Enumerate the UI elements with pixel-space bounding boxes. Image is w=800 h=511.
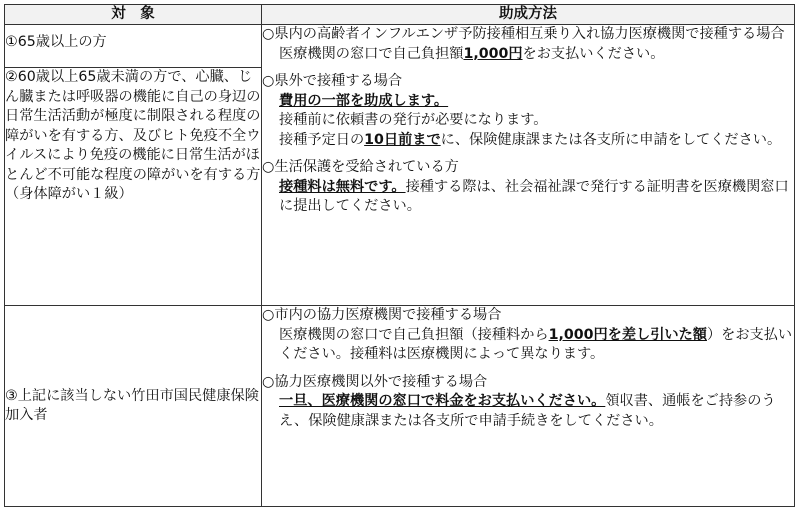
method-entry-in-prefecture [262, 25, 794, 64]
header-method: 助成方法 [262, 5, 795, 25]
entry-body: 接種予定日の10日前までに、保険健康課または各支所に申請をしてください。 [279, 131, 782, 148]
free-note: 接種料は無料です。 [279, 178, 406, 195]
deduction-amount: 1,000円を差し引いた額 [548, 326, 707, 343]
table-header-row [5, 5, 795, 25]
entry-heading: ○県外で接種する場合 [262, 73, 403, 89]
entry-body: 医療機関の窓口で自己負担額1,000円をお支払いください。 [279, 45, 665, 62]
deadline-days: 10日前まで [364, 131, 441, 148]
method-entry-welfare [262, 158, 794, 217]
entry-body: 接種料は無料です。接種する際は、社会福祉課で発行する証明書を医療機関窓口に提出してください。 [279, 178, 789, 214]
table-row-age65 [5, 25, 795, 68]
copay-amount: 1,000円 [463, 45, 523, 62]
method-cell-2 [262, 306, 795, 507]
target-age65: ①65歳以上の方 [5, 25, 262, 68]
entry-body: 一旦、医療機関の窓口で料金をお支払いください。領収書、通帳をご持参のうえ、保険健康課または各支所で申請手続きをしてください。 [279, 393, 776, 429]
entry-heading: ○県内の高齢者インフルエンザ予防接種相互乗り入れ協力医療機関で接種する場合 [262, 26, 785, 42]
method-cell-1 [262, 25, 795, 306]
partial-subsidy-note: 費用の一部を助成します。 [279, 92, 449, 109]
target-age60-64: ②60歳以上65歳未満の方で、心臓、じん臓または呼吸器の機能に自己の身辺の日常生活活動が極度に制限される程度の障がいを有する方、及びヒト免疫不全ウイルスにより免疫の機能に日常生活がほとんど不可能な程度の障がいを有する方（身体障がい１級） [5, 68, 262, 306]
method-entry-outside-prefecture [262, 72, 794, 150]
header-target: 対 象 [5, 5, 262, 25]
entry-body: 医療機関の窓口で自己負担額（接種料から1,000円を差し引いた額）をお支払いください。接種料は医療機関によって異なります。 [279, 326, 793, 363]
table-row-others [5, 306, 795, 507]
entry-heading: ○協力医療機関以外で接種する場合 [262, 373, 488, 390]
pay-first-note: 一旦、医療機関の窓口で料金をお支払いください。 [279, 393, 606, 410]
method-entry-city-clinic [262, 306, 794, 365]
entry-heading: ○市内の協力医療機関で接種する場合 [262, 307, 502, 324]
method-entry-other-clinic [262, 373, 794, 432]
entry-body: 接種前に依頼書の発行が必要になります。 [279, 112, 548, 128]
entry-heading: ○生活保護を受給されている方 [262, 159, 459, 175]
subsidy-table [4, 4, 795, 507]
target-others: ③上記に該当しない竹田市国民健康保険加入者 [5, 306, 262, 507]
